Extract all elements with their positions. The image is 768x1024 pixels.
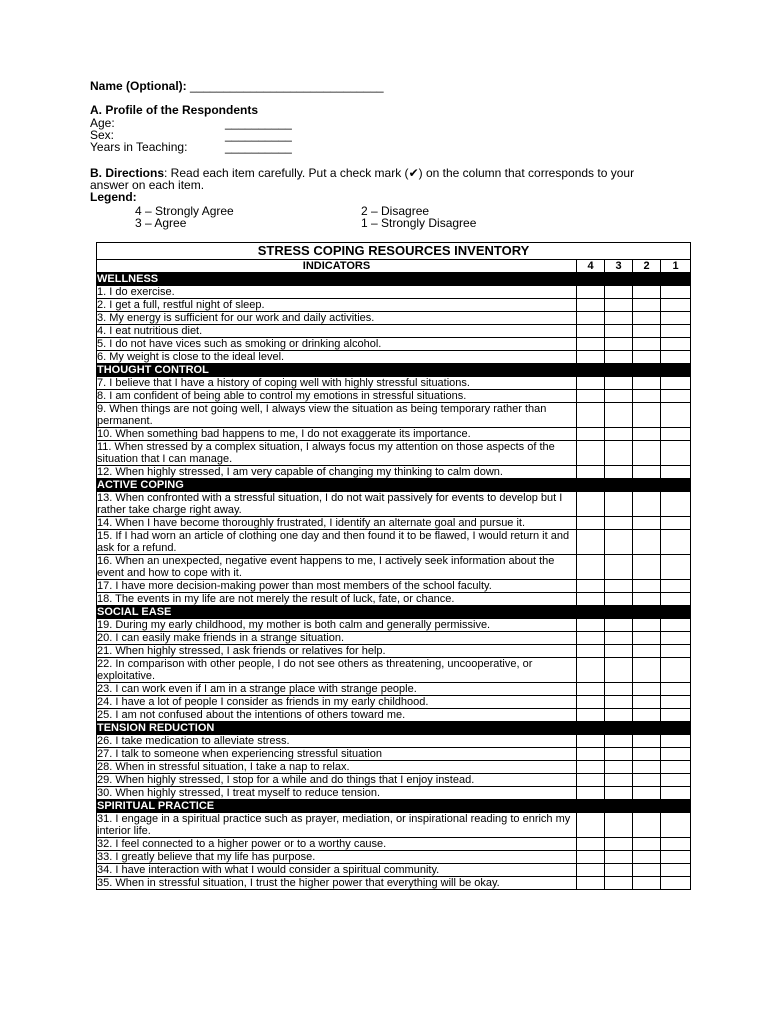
section-a-title: A. Profile of the Respondents — [90, 103, 259, 117]
rating-box-1[interactable] — [661, 761, 691, 774]
rating-box-2[interactable] — [633, 377, 661, 390]
profile-years — [90, 141, 292, 154]
table-row — [97, 466, 691, 479]
rating-box-1[interactable] — [661, 312, 691, 325]
rating-box-1[interactable] — [661, 851, 691, 864]
rating-box-3[interactable] — [605, 683, 633, 696]
table-row — [97, 299, 691, 312]
scale-1-header: 1 — [661, 260, 691, 273]
rating-box-3[interactable] — [605, 748, 633, 761]
item-text: 25. I am not confused about the intentions of others toward me. — [97, 709, 577, 722]
sex-blank[interactable]: __________ — [225, 128, 292, 142]
category-row — [97, 800, 691, 813]
table-row — [97, 864, 691, 877]
item-text: 32. I feel connected to a higher power or to a worthy cause. — [97, 838, 577, 851]
table-row — [97, 530, 691, 555]
rating-box-2[interactable] — [633, 325, 661, 338]
item-text: 4. I eat nutritious diet. — [97, 325, 577, 338]
table-title: STRESS COPING RESOURCES INVENTORY — [97, 243, 691, 260]
rating-box-4[interactable] — [577, 851, 605, 864]
category-label: ACTIVE COPING — [97, 479, 691, 492]
rating-box-2[interactable] — [633, 735, 661, 748]
rating-box-4[interactable] — [577, 441, 605, 466]
rating-box-4[interactable] — [577, 466, 605, 479]
rating-box-2[interactable] — [633, 683, 661, 696]
item-text: 17. I have more decision-making power than most members of the school faculty. — [97, 580, 577, 593]
rating-box-4[interactable] — [577, 838, 605, 851]
rating-box-1[interactable] — [661, 299, 691, 312]
rating-box-4[interactable] — [577, 312, 605, 325]
item-text: 16. When an unexpected, negative event happens to me, I actively seek information about the event and how to cope with it. — [97, 555, 577, 580]
legend-disagree: 2 – Disagree — [361, 204, 430, 218]
rating-box-3[interactable] — [605, 492, 633, 517]
rating-box-2[interactable] — [633, 580, 661, 593]
table-row — [97, 774, 691, 787]
rating-box-4[interactable] — [577, 555, 605, 580]
rating-box-4[interactable] — [577, 530, 605, 555]
rating-box-3[interactable] — [605, 530, 633, 555]
rating-box-1[interactable] — [661, 466, 691, 479]
table-row — [97, 696, 691, 709]
table-row — [97, 632, 691, 645]
item-text: 29. When highly stressed, I stop for a while and do things that I enjoy instead. — [97, 774, 577, 787]
table-row — [97, 351, 691, 364]
item-text: 3. My energy is sufficient for our work and daily activities. — [97, 312, 577, 325]
rating-box-2[interactable] — [633, 403, 661, 428]
table-row — [97, 709, 691, 722]
rating-box-3[interactable] — [605, 299, 633, 312]
years-label: Years in Teaching: — [90, 140, 188, 154]
age-blank[interactable]: __________ — [225, 116, 292, 130]
table-row — [97, 851, 691, 864]
table-row — [97, 377, 691, 390]
scale-2-header: 2 — [633, 260, 661, 273]
rating-box-4[interactable] — [577, 593, 605, 606]
item-text: 10. When something bad happens to me, I do not exaggerate its importance. — [97, 428, 577, 441]
indicators-header-row — [97, 260, 691, 273]
table-row — [97, 580, 691, 593]
rating-box-3[interactable] — [605, 312, 633, 325]
item-text: 35. When in stressful situation, I trust the higher power that everything will be okay. — [97, 877, 577, 890]
rating-box-1[interactable] — [661, 351, 691, 364]
table-row — [97, 645, 691, 658]
item-text: 26. I take medication to alleviate stress. — [97, 735, 577, 748]
name-line — [90, 80, 384, 93]
table-title-row — [97, 243, 691, 260]
rating-box-1[interactable] — [661, 748, 691, 761]
rating-box-2[interactable] — [633, 761, 661, 774]
rating-box-2[interactable] — [633, 748, 661, 761]
rating-box-4[interactable] — [577, 658, 605, 683]
rating-box-1[interactable] — [661, 696, 691, 709]
rating-box-3[interactable] — [605, 593, 633, 606]
rating-box-2[interactable] — [633, 696, 661, 709]
rating-box-2[interactable] — [633, 838, 661, 851]
item-text: 8. I am confident of being able to control my emotions in stressful situations. — [97, 390, 577, 403]
item-text: 31. I engage in a spiritual practice such as prayer, mediation, or inspirational reading to enrich my interior life. — [97, 813, 577, 838]
category-label: SOCIAL EASE — [97, 606, 691, 619]
rating-box-3[interactable] — [605, 787, 633, 800]
item-text: 23. I can work even if I am in a strange place with strange people. — [97, 683, 577, 696]
rating-box-3[interactable] — [605, 838, 633, 851]
rating-box-4[interactable] — [577, 286, 605, 299]
rating-box-3[interactable] — [605, 877, 633, 890]
table-row — [97, 619, 691, 632]
scale-4-header: 4 — [577, 260, 605, 273]
rating-box-2[interactable] — [633, 555, 661, 580]
table-row — [97, 338, 691, 351]
rating-box-2[interactable] — [633, 709, 661, 722]
indicators-header: INDICATORS — [97, 260, 577, 273]
rating-box-2[interactable] — [633, 877, 661, 890]
item-text: 6. My weight is close to the ideal level. — [97, 351, 577, 364]
rating-box-3[interactable] — [605, 645, 633, 658]
item-text: 33. I greatly believe that my life has purpose. — [97, 851, 577, 864]
rating-box-1[interactable] — [661, 338, 691, 351]
table-row — [97, 735, 691, 748]
rating-box-3[interactable] — [605, 813, 633, 838]
rating-box-3[interactable] — [605, 428, 633, 441]
rating-box-3[interactable] — [605, 466, 633, 479]
rating-box-2[interactable] — [633, 517, 661, 530]
rating-box-3[interactable] — [605, 658, 633, 683]
rating-box-3[interactable] — [605, 580, 633, 593]
rating-box-4[interactable] — [577, 377, 605, 390]
rating-box-4[interactable] — [577, 761, 605, 774]
check-mark-icon: ✔ — [408, 166, 419, 180]
rating-box-2[interactable] — [633, 632, 661, 645]
table-row — [97, 517, 691, 530]
rating-box-4[interactable] — [577, 877, 605, 890]
rating-box-4[interactable] — [577, 492, 605, 517]
rating-box-1[interactable] — [661, 517, 691, 530]
item-text: 20. I can easily make friends in a strange situation. — [97, 632, 577, 645]
rating-box-2[interactable] — [633, 774, 661, 787]
category-label: SPIRITUAL PRACTICE — [97, 800, 691, 813]
rating-box-3[interactable] — [605, 338, 633, 351]
rating-box-4[interactable] — [577, 864, 605, 877]
rating-box-1[interactable] — [661, 377, 691, 390]
rating-box-1[interactable] — [661, 632, 691, 645]
rating-box-1[interactable] — [661, 555, 691, 580]
rating-box-2[interactable] — [633, 530, 661, 555]
rating-box-3[interactable] — [605, 403, 633, 428]
directions-line-2: answer on each item. — [90, 178, 205, 192]
rating-box-4[interactable] — [577, 403, 605, 428]
category-label: WELLNESS — [97, 273, 691, 286]
item-text: 28. When in stressful situation, I take a nap to relax. — [97, 761, 577, 774]
table-row — [97, 658, 691, 683]
name-label: Name (Optional): — [90, 79, 187, 93]
item-text: 9. When things are not going well, I always view the situation as being temporary rather than permanent. — [97, 403, 577, 428]
rating-box-2[interactable] — [633, 813, 661, 838]
item-text: 21. When highly stressed, I ask friends or relatives for help. — [97, 645, 577, 658]
category-row — [97, 722, 691, 735]
rating-box-3[interactable] — [605, 441, 633, 466]
rating-box-1[interactable] — [661, 593, 691, 606]
stress-coping-inventory-table — [96, 242, 691, 890]
rating-box-4[interactable] — [577, 709, 605, 722]
rating-box-4[interactable] — [577, 580, 605, 593]
rating-box-3[interactable] — [605, 774, 633, 787]
rating-box-3[interactable] — [605, 351, 633, 364]
table-row — [97, 555, 691, 580]
rating-box-2[interactable] — [633, 351, 661, 364]
years-blank[interactable]: __________ — [225, 140, 292, 154]
table-row — [97, 428, 691, 441]
rating-box-4[interactable] — [577, 390, 605, 403]
item-text: 12. When highly stressed, I am very capable of changing my thinking to calm down. — [97, 466, 577, 479]
rating-box-1[interactable] — [661, 774, 691, 787]
table-row — [97, 787, 691, 800]
rating-box-3[interactable] — [605, 619, 633, 632]
directions-label: B. Directions — [90, 166, 165, 180]
rating-box-4[interactable] — [577, 645, 605, 658]
rating-box-3[interactable] — [605, 696, 633, 709]
legend-label: Legend: — [90, 190, 137, 204]
item-text: 15. If I had worn an article of clothing one day and then found it to be flawed, I would return it and ask for a refund. — [97, 530, 577, 555]
category-row — [97, 606, 691, 619]
rating-box-4[interactable] — [577, 428, 605, 441]
rating-box-3[interactable] — [605, 864, 633, 877]
rating-box-1[interactable] — [661, 813, 691, 838]
rating-box-1[interactable] — [661, 403, 691, 428]
rating-box-2[interactable] — [633, 593, 661, 606]
item-text: 7. I believe that I have a history of coping well with highly stressful situations. — [97, 377, 577, 390]
rating-box-1[interactable] — [661, 787, 691, 800]
rating-box-4[interactable] — [577, 683, 605, 696]
rating-box-1[interactable] — [661, 709, 691, 722]
item-text: 13. When confronted with a stressful situation, I do not wait passively for events to develop but I rather take charge right away. — [97, 492, 577, 517]
legend-agree: 3 – Agree — [135, 216, 187, 230]
table-row — [97, 593, 691, 606]
item-text: 5. I do not have vices such as smoking or drinking alcohol. — [97, 338, 577, 351]
table-row — [97, 748, 691, 761]
rating-box-2[interactable] — [633, 299, 661, 312]
rating-box-4[interactable] — [577, 813, 605, 838]
item-text: 34. I have interaction with what I would consider a spiritual community. — [97, 864, 577, 877]
table-row — [97, 683, 691, 696]
item-text: 14. When I have become thoroughly frustrated, I identify an alternate goal and pursue it. — [97, 517, 577, 530]
rating-box-2[interactable] — [633, 428, 661, 441]
rating-box-1[interactable] — [661, 683, 691, 696]
item-text: 24. I have a lot of people I consider as friends in my early childhood. — [97, 696, 577, 709]
rating-box-1[interactable] — [661, 735, 691, 748]
rating-box-2[interactable] — [633, 312, 661, 325]
rating-box-3[interactable] — [605, 286, 633, 299]
rating-box-2[interactable] — [633, 851, 661, 864]
item-text: 27. I talk to someone when experiencing stressful situation — [97, 748, 577, 761]
rating-box-3[interactable] — [605, 735, 633, 748]
rating-box-3[interactable] — [605, 377, 633, 390]
rating-box-3[interactable] — [605, 851, 633, 864]
rating-box-3[interactable] — [605, 517, 633, 530]
rating-box-2[interactable] — [633, 338, 661, 351]
name-blank[interactable]: _____________________________ — [190, 79, 384, 93]
directions-text-1: : Read each item carefully. Put a check mark ( — [164, 166, 409, 180]
rating-box-3[interactable] — [605, 709, 633, 722]
directions-text-2: ) on the column that corresponds to your — [418, 166, 635, 180]
rating-box-4[interactable] — [577, 325, 605, 338]
rating-box-1[interactable] — [661, 428, 691, 441]
table-row — [97, 390, 691, 403]
rating-box-4[interactable] — [577, 351, 605, 364]
sex-label: Sex: — [90, 128, 115, 142]
rating-box-2[interactable] — [633, 466, 661, 479]
rating-box-1[interactable] — [661, 864, 691, 877]
rating-box-1[interactable] — [661, 838, 691, 851]
rating-box-1[interactable] — [661, 390, 691, 403]
table-row — [97, 761, 691, 774]
rating-box-1[interactable] — [661, 877, 691, 890]
rating-box-2[interactable] — [633, 492, 661, 517]
rating-box-4[interactable] — [577, 517, 605, 530]
rating-box-1[interactable] — [661, 619, 691, 632]
rating-box-2[interactable] — [633, 787, 661, 800]
rating-box-2[interactable] — [633, 658, 661, 683]
item-text: 22. In comparison with other people, I do not see others as threatening, uncooperative, or exploitative. — [97, 658, 577, 683]
rating-box-1[interactable] — [661, 325, 691, 338]
scale-3-header: 3 — [605, 260, 633, 273]
legend-strongly-disagree: 1 – Strongly Disagree — [361, 216, 477, 230]
legend-strongly-agree: 4 – Strongly Agree — [135, 204, 234, 218]
rating-box-1[interactable] — [661, 286, 691, 299]
rating-box-4[interactable] — [577, 735, 605, 748]
category-label: TENSION REDUCTION — [97, 722, 691, 735]
rating-box-4[interactable] — [577, 299, 605, 312]
rating-box-4[interactable] — [577, 632, 605, 645]
category-row — [97, 479, 691, 492]
rating-box-2[interactable] — [633, 619, 661, 632]
table-row — [97, 403, 691, 428]
table-row — [97, 312, 691, 325]
item-text: 2. I get a full, restful night of sleep. — [97, 299, 577, 312]
rating-box-1[interactable] — [661, 580, 691, 593]
rating-box-2[interactable] — [633, 645, 661, 658]
item-text: 1. I do exercise. — [97, 286, 577, 299]
rating-box-3[interactable] — [605, 632, 633, 645]
item-text: 19. During my early childhood, my mother is both calm and generally permissive. — [97, 619, 577, 632]
table-row — [97, 492, 691, 517]
table-row — [97, 286, 691, 299]
rating-box-4[interactable] — [577, 619, 605, 632]
category-label: THOUGHT CONTROL — [97, 364, 691, 377]
rating-box-4[interactable] — [577, 748, 605, 761]
rating-box-1[interactable] — [661, 645, 691, 658]
table-row — [97, 877, 691, 890]
category-row — [97, 364, 691, 377]
category-row — [97, 273, 691, 286]
rating-box-2[interactable] — [633, 441, 661, 466]
rating-box-1[interactable] — [661, 530, 691, 555]
rating-box-1[interactable] — [661, 441, 691, 466]
table-row — [97, 838, 691, 851]
rating-box-1[interactable] — [661, 658, 691, 683]
rating-box-3[interactable] — [605, 555, 633, 580]
item-text: 30. When highly stressed, I treat myself to reduce tension. — [97, 787, 577, 800]
item-text: 11. When stressed by a complex situation, I always focus my attention on those aspects of the situation that I can manage. — [97, 441, 577, 466]
rating-box-2[interactable] — [633, 864, 661, 877]
age-label: Age: — [90, 116, 115, 130]
rating-box-4[interactable] — [577, 774, 605, 787]
rating-box-4[interactable] — [577, 338, 605, 351]
table-row — [97, 325, 691, 338]
rating-box-2[interactable] — [633, 286, 661, 299]
rating-box-4[interactable] — [577, 696, 605, 709]
rating-box-1[interactable] — [661, 492, 691, 517]
table-row — [97, 813, 691, 838]
item-text: 18. The events in my life are not merely the result of luck, fate, or chance. — [97, 593, 577, 606]
rating-box-3[interactable] — [605, 390, 633, 403]
rating-box-3[interactable] — [605, 761, 633, 774]
rating-box-4[interactable] — [577, 787, 605, 800]
rating-box-3[interactable] — [605, 325, 633, 338]
table-row — [97, 441, 691, 466]
rating-box-2[interactable] — [633, 390, 661, 403]
